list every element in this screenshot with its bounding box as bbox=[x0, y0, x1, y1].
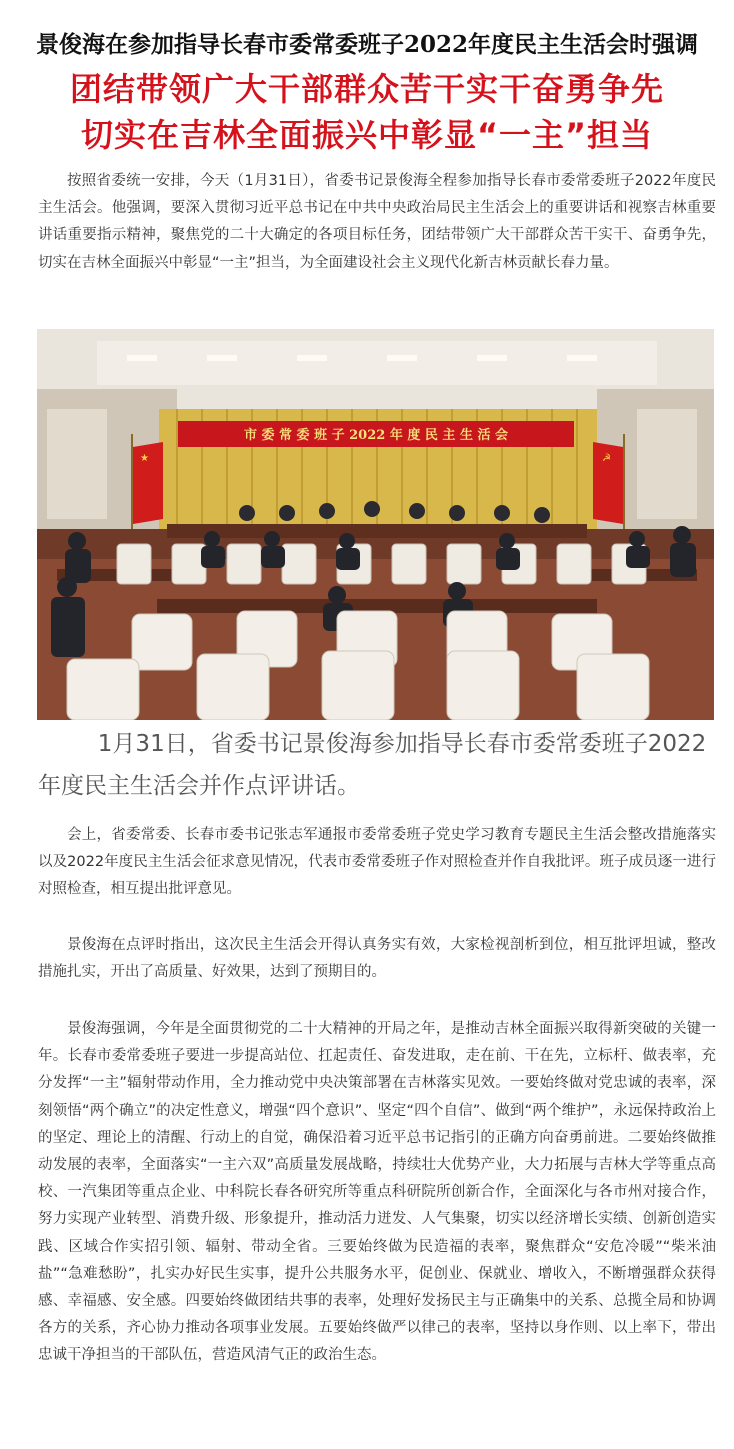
photo-caption: 1月31日，省委书记景俊海参加指导长春市委常委班子2022年度民主生活会并作点评讲话。 bbox=[38, 731, 707, 799]
headline-top: 景俊海在参加指导长春市委常委班子2022年度民主生活会时强调 bbox=[35, 31, 698, 58]
headline-main-line2: 切实在吉林全面振兴中彰显“一主”担当 bbox=[80, 116, 654, 154]
meeting-photo bbox=[37, 329, 714, 720]
paragraph-emphasis: 景俊海强调，今年是全面贯彻党的二十大精神的开局之年，是推动吉林全面振兴取得新突破的关键一年。长春市委常委班子要进一步提高站位、扛起责任、奋发进取，走在前、干在先，立标杆、做表率，充分发挥“一主”辐射带动作用，全力推动党中央决策部署在吉林落实见效。一要始终做对党忠诚的表率，深刻领悟“两个确立”的决定性意义，增强“四个意识”、坚定“四个自信”、做到“两个维护”，永远保持政治上的坚定、理论上的清醒、行动上的自觉，确保沿着习近平总书记指引的正确方向奋勇前进。二要始终做推动发展的表率，全面落实“一主六双”高质量发展战略，持续壮大优势产业，大力拓展与吉林大学等重点高校、一汽集团等重点企业、中科院长春各研究所等重点科研院所创新合作，全面深化与各市州对接合作，努力实现产业转型、消费升级、形象提升，推动活力迸发、人气集聚，切实以经济增长实绩、创新创造实践、区域合作实招引领、辐射、带动全省。三要始终做为民造福的表率，聚焦群众“安危冷暖”“柴米油盐”“急难愁盼”，扎实办好民生实事，提升公共服务水平，促创业、保就业、增收入，不断增强群众获得感、幸福感、安全感。四要始终做团结共事的表率，处理好发扬民主与正确集中的关系、总揽全局和协调各方的关系，齐心协力推动各项事业发展。五要始终做严以律己的表率，坚持以身作则、以上率下，带出忠诚干净担当的干部队伍，营造风清气正的政治生态。 bbox=[38, 1021, 716, 1364]
svg-text:☭: ☭ bbox=[602, 453, 611, 464]
paragraph-meeting: 会上，省委常委、长春市委书记张志军通报市委常委班子党史学习教育专题民主生活会整改措施落实以及2022年度民主生活会征求意见情况，代表市委常委班子作对照检查并作自我批评。班子成员逐一进行对照检查，相互提出批评意见。 bbox=[38, 827, 716, 898]
headline-main-line1: 团结带领广大干部群众苦干实干奋勇争先 bbox=[69, 70, 664, 108]
svg-text:★: ★ bbox=[140, 453, 149, 464]
paragraph-intro: 按照省委统一安排，今天（1月31日），省委书记景俊海全程参加指导长春市委常委班子2022年度民主生活会。他强调，要深入贯彻习近平总书记在中共中央政治局民主生活会上的重要讲话和视察吉林重要讲话重要指示精神，聚焦党的二十大确定的各项目标任务，团结带领广大干部群众苦干实干、奋勇争先，切实在吉林全面振兴中彰显“一主”担当，为全面建设社会主义现代化新吉林贡献长春力量。 bbox=[38, 173, 716, 271]
paragraph-comment: 景俊海在点评时指出，这次民主生活会开得认真务实有效，大家检视剖析到位，相互批评坦诚，整改措施扎实，开出了高质量、好效果，达到了预期目的。 bbox=[38, 937, 716, 981]
meeting-banner-text: 市 委 常 委 班 子 2022 年 度 民 主 生 活 会 bbox=[243, 428, 509, 443]
